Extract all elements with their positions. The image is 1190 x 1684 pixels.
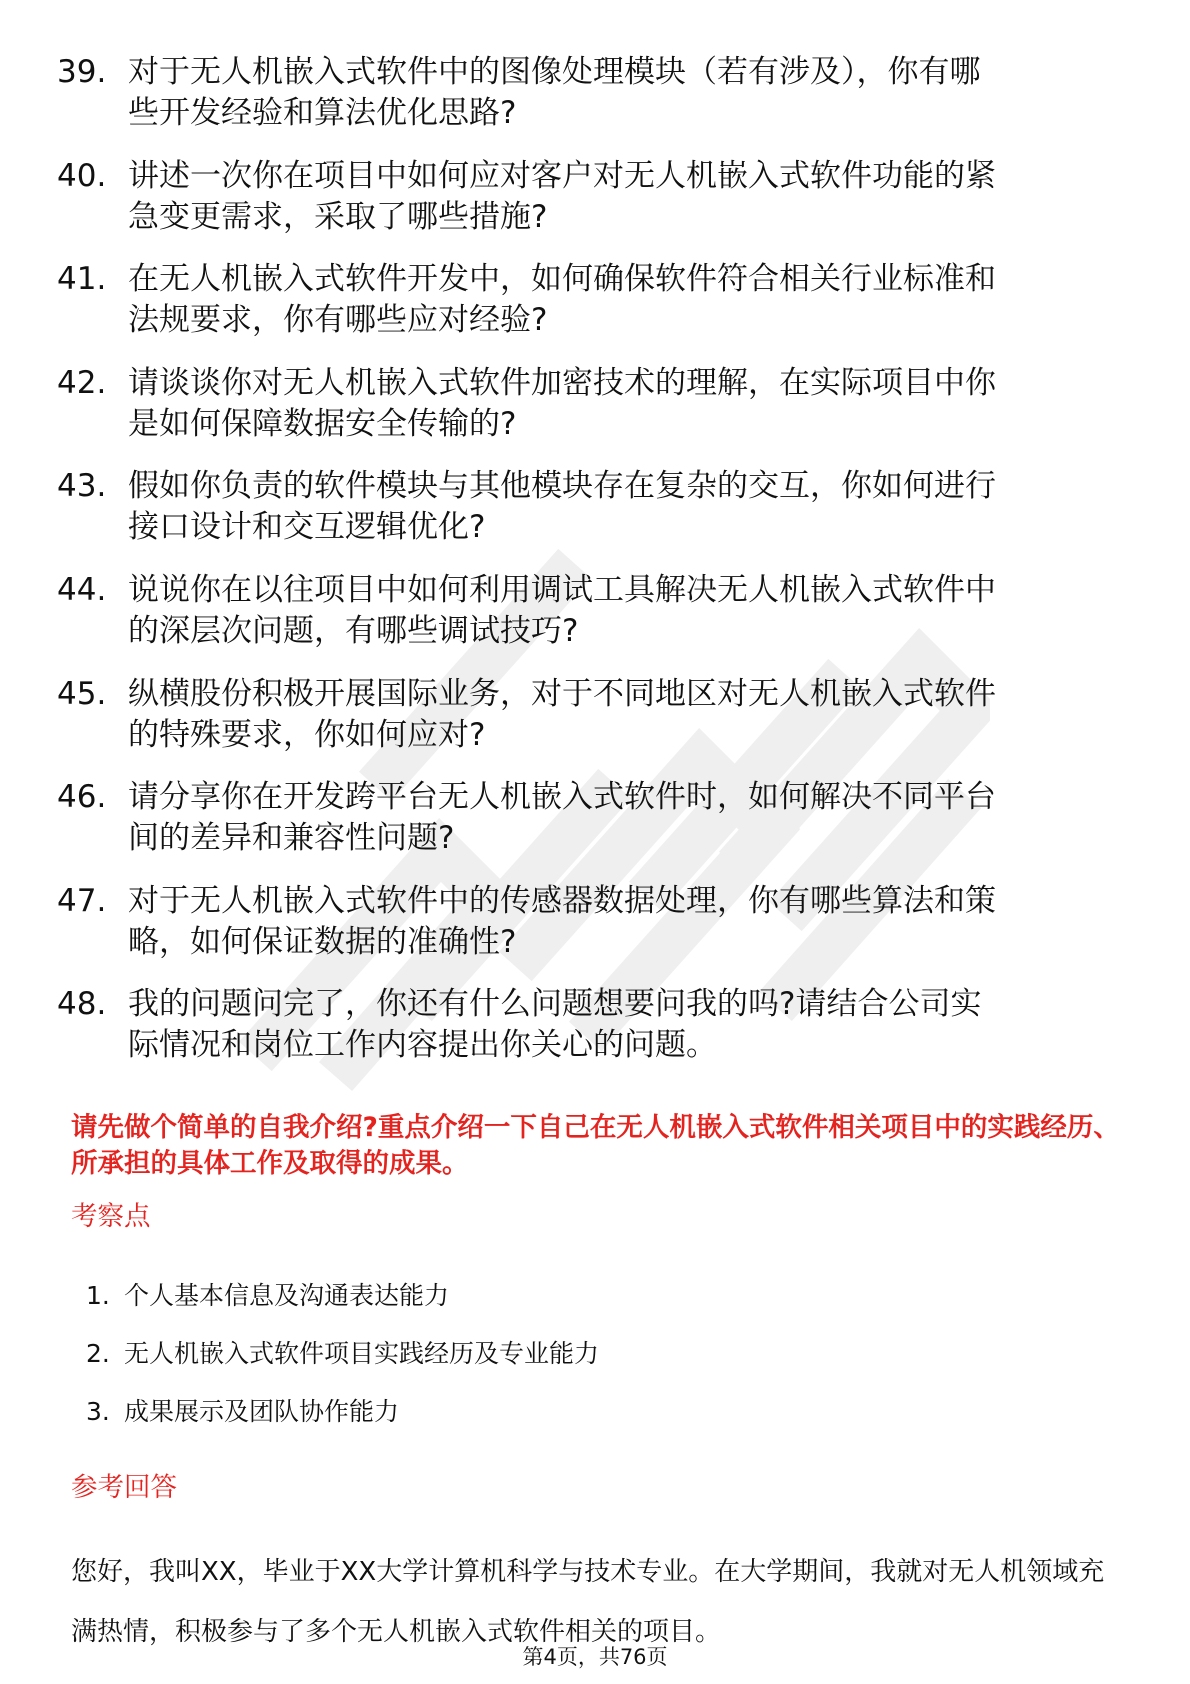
question-number: 45. bbox=[57, 675, 107, 712]
reference-title: 参考回答 bbox=[71, 1472, 177, 1503]
question-line: 请谈谈你对无人机嵌入式软件加密技术的理解，在实际项目中你 bbox=[128, 364, 996, 401]
question-line: 说说你在以往项目中如何利用调试工具解决无人机嵌入式软件中 bbox=[128, 571, 996, 608]
observation-text: 无人机嵌入式软件项目实践经历及专业能力 bbox=[124, 1339, 600, 1368]
question-line: 讲述一次你在项目中如何应对客户对无人机嵌入式软件功能的紧 bbox=[128, 157, 996, 194]
question-item bbox=[57, 52, 1117, 134]
question-line: 间的差异和兼容性问题? bbox=[128, 820, 455, 857]
question-item bbox=[57, 156, 1117, 238]
question-line: 在无人机嵌入式软件开发中，如何确保软件符合相关行业标准和 bbox=[128, 261, 996, 298]
question-line: 对于无人机嵌入式软件中的图像处理模块（若有涉及），你有哪 bbox=[128, 54, 981, 90]
question-number: 44. bbox=[57, 571, 107, 608]
highlight-question: 请先做个简单的自我介绍?重点介绍一下自己在无人机嵌入式软件相关项目中的实践经历、所承担的具体工作及取得的成果。 bbox=[71, 1112, 1120, 1179]
observation-number: 2. bbox=[86, 1339, 110, 1368]
question-line: 略，如何保证数据的准确性? bbox=[128, 923, 517, 960]
reference-answer: 您好，我叫XX，毕业于XX大学计算机科学与技术专业。在大学期间，我就对无人机领域充满热情，积极参与了多个无人机嵌入式软件相关的项目。 bbox=[71, 1557, 1105, 1647]
question-line: 纵横股份积极开展国际业务，对于不同地区对无人机嵌入式软件 bbox=[128, 675, 996, 712]
question-number: 47. bbox=[57, 882, 107, 919]
question-number: 40. bbox=[57, 157, 107, 194]
page-footer: 第4页，共76页 bbox=[522, 1645, 668, 1669]
question-number: 39. bbox=[57, 54, 107, 90]
question-item bbox=[57, 881, 1117, 963]
question-line: 假如你负责的软件模块与其他模块存在复杂的交互，你如何进行 bbox=[128, 468, 996, 505]
question-item bbox=[57, 466, 1117, 548]
observation-number: 1. bbox=[86, 1281, 110, 1310]
observation-list bbox=[86, 1278, 599, 1452]
question-number: 46. bbox=[57, 779, 107, 816]
question-item bbox=[57, 259, 1117, 341]
question-line: 的深层次问题，有哪些调试技巧? bbox=[128, 612, 579, 649]
observation-title: 考察点 bbox=[71, 1201, 151, 1232]
question-item bbox=[57, 363, 1117, 445]
question-item bbox=[57, 570, 1117, 652]
question-number: 42. bbox=[57, 364, 107, 401]
observation-number: 3. bbox=[86, 1397, 110, 1426]
observation-item bbox=[86, 1394, 599, 1430]
question-line: 际情况和岗位工作内容提出你关心的问题。 bbox=[128, 1027, 717, 1064]
question-line: 是如何保障数据安全传输的? bbox=[128, 405, 517, 442]
question-line: 法规要求，你有哪些应对经验? bbox=[128, 302, 548, 339]
observation-item bbox=[86, 1278, 599, 1314]
observation-text: 个人基本信息及沟通表达能力 bbox=[124, 1281, 450, 1310]
question-line: 我的问题问完了，你还有什么问题想要问我的吗?请结合公司实 bbox=[128, 986, 982, 1023]
question-number: 48. bbox=[57, 986, 107, 1023]
observation-text: 成果展示及团队协作能力 bbox=[124, 1397, 400, 1426]
question-item bbox=[57, 674, 1117, 756]
question-line: 对于无人机嵌入式软件中的传感器数据处理，你有哪些算法和策 bbox=[128, 882, 996, 919]
question-number: 43. bbox=[57, 468, 107, 505]
question-line: 接口设计和交互逻辑优化? bbox=[128, 509, 486, 546]
observation-item bbox=[86, 1336, 599, 1372]
question-line: 些开发经验和算法优化思路? bbox=[128, 95, 517, 131]
question-item bbox=[57, 984, 1117, 1066]
question-number: 41. bbox=[57, 261, 107, 298]
question-item bbox=[57, 777, 1117, 859]
question-line: 急变更需求，采取了哪些措施? bbox=[128, 198, 548, 235]
question-line: 请分享你在开发跨平台无人机嵌入式软件时，如何解决不同平台 bbox=[128, 779, 996, 816]
question-list bbox=[57, 52, 1117, 1088]
question-line: 的特殊要求，你如何应对? bbox=[128, 716, 486, 753]
